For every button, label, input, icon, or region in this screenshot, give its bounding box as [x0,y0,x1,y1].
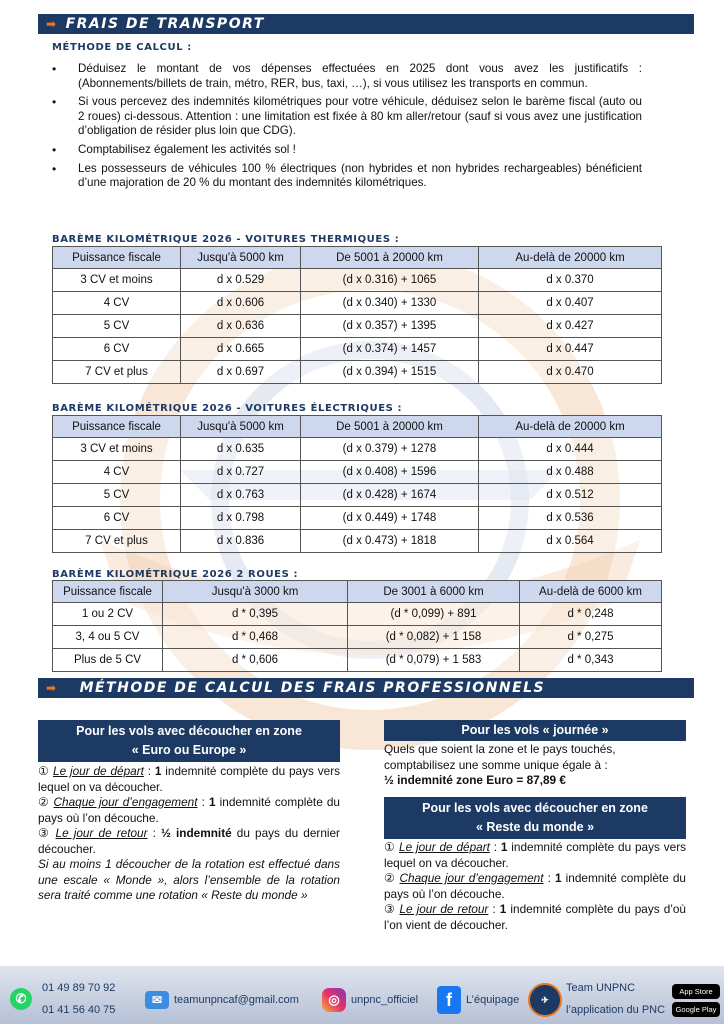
euro-box-body [38,764,340,904]
phone-number[interactable]: 01 41 56 40 75 [42,1004,116,1016]
engagement-text: indemnité complète du pays où l’on découche. [38,795,340,825]
cell: 4 CV [53,292,181,315]
engagement-label: Chaque jour d’engagement [53,795,198,809]
cell: d * 0,606 [163,649,348,672]
table-row [53,315,662,338]
instagram-icon[interactable]: ◎ [322,988,346,1012]
cell: d x 0.470 [479,361,662,384]
facebook-icon[interactable]: f [437,986,461,1014]
cell: (d x 0.379) + 1278 [301,438,479,461]
cell: d * 0,248 [520,603,662,626]
euro-heading-line1: Pour les vols avec découcher en zone [76,724,302,738]
cell: d x 0.564 [479,530,662,553]
circled-two-marker: ② [384,871,396,885]
return-label: Le jour de retour [399,902,489,916]
world-rotation-note: Si au moins 1 découcher de la rotation est effectué dans une escale « Monde », alors l’ensemble de la rotation sera traité comme une rotation « Reste du monde » [38,857,340,902]
professional-title: MÉTHODE DE CALCUL DES FRAIS PROFESSIONNELS [79,680,546,696]
facebook-link[interactable]: L’équipage [466,994,520,1006]
cell: d x 0.635 [181,438,301,461]
cell: d x 0.512 [479,484,662,507]
world-heading-line1: Pour les vols avec découcher en zone [422,801,648,815]
return-value: ½ indemnité [161,826,232,840]
cell: 4 CV [53,461,181,484]
table-row [53,338,662,361]
transport-bullets [52,62,642,195]
transport-banner [38,14,694,34]
return-label: Le jour de retour [55,826,148,840]
cell: d x 0.407 [479,292,662,315]
method-heading: MÉTHODE DE CALCUL : [52,42,192,53]
cell: d x 0.636 [181,315,301,338]
col-header: Jusqu'à 3000 km [163,581,348,603]
table-title-two-wheels: BARÈME KILOMÉTRIQUE 2026 2 ROUES : [52,569,299,580]
table-row [53,292,662,315]
world-box-body [384,840,686,933]
day-box-text: Quels que soient la zone et le pays touchés, comptabilisez une somme unique égale à : [384,742,616,772]
table-thermal [52,246,662,384]
circled-one-marker: ① [384,840,396,854]
cell: d x 0.763 [181,484,301,507]
app-name[interactable]: Team UNPNC [566,982,636,994]
table-row [53,438,662,461]
departure-text: indemnité complète du pays vers lequel on va découcher. [38,764,341,794]
cell: (d * 0,079) + 1 583 [348,649,520,672]
whatsapp-icon[interactable]: ✆ [10,988,32,1010]
cell: (d x 0.473) + 1818 [301,530,479,553]
cell: d x 0.606 [181,292,301,315]
return-text: du pays du dernier découcher. [38,826,340,856]
cell: 6 CV [53,507,181,530]
cell: d x 0.536 [479,507,662,530]
world-box-heading [384,797,686,839]
departure-label: Le jour de départ [399,840,490,854]
cell: d x 0.488 [479,461,662,484]
return-sep: : [488,902,500,916]
bullet-item: • Les possesseurs de véhicules 100 % électriques (non hybrides et non hybrides rechargeables) bénéficient d’une majoration de 20 % du montant des indemnités kilométriques. [52,162,642,191]
circled-one-marker: ① [38,764,50,778]
cell: 3 CV et moins [53,269,181,292]
cell: d x 0.727 [181,461,301,484]
instagram-handle[interactable]: unpnc_officiel [351,994,419,1006]
cell: d x 0.529 [181,269,301,292]
table-title-thermal: BARÈME KILOMÉTRIQUE 2026 - VOITURES THERMIQUES : [52,234,400,245]
col-header: De 5001 à 20000 km [301,416,479,438]
email-link[interactable]: teamunpncaf@gmail.com [174,994,299,1006]
table-row [53,461,662,484]
departure-label: Le jour de départ [53,764,144,778]
cell: d * 0,343 [520,649,662,672]
arrow-right-icon: ➡ [46,17,58,31]
col-header: De 3001 à 6000 km [348,581,520,603]
col-header: De 5001 à 20000 km [301,247,479,269]
app-tagline: l’application du PNC [566,1004,666,1016]
departure-sep: : [143,764,155,778]
return-value: 1 [499,902,507,916]
cell: d x 0.427 [479,315,662,338]
table-row [53,507,662,530]
circled-two-marker: ② [38,795,50,809]
circled-three-marker: ③ [38,826,51,840]
departure-sep: : [489,840,501,854]
cell: 7 CV et plus [53,361,181,384]
app-store-badge[interactable]: App Store [672,984,720,999]
day-box-amount: ½ indemnité zone Euro = 87,89 € [384,773,566,787]
cell: 3, 4 ou 5 CV [53,626,163,649]
table-row [53,484,662,507]
cell: (d x 0.316) + 1065 [301,269,479,292]
table-row [53,269,662,292]
cell: Plus de 5 CV [53,649,163,672]
col-header: Puissance fiscale [53,581,163,603]
col-header: Puissance fiscale [53,416,181,438]
bullet-item: • Comptabilisez également les activités sol ! [52,143,642,158]
cell: (d x 0.428) + 1674 [301,484,479,507]
google-play-badge[interactable]: Google Play [672,1002,720,1017]
cell: d x 0.836 [181,530,301,553]
circled-three-marker: ③ [384,902,396,916]
cell: (d x 0.449) + 1748 [301,507,479,530]
cell: d x 0.665 [181,338,301,361]
cell: d * 0,275 [520,626,662,649]
table-electric [52,415,662,553]
table-two-wheels [52,580,662,672]
col-header: Puissance fiscale [53,247,181,269]
engagement-sep: : [543,871,555,885]
cell: (d * 0,099) + 891 [348,603,520,626]
return-text: indemnité complète du pays d’où l’on vient de découcher. [384,902,686,932]
col-header: Jusqu'à 5000 km [181,416,301,438]
arrow-right-icon: ➡ [46,681,58,695]
cell: d x 0.370 [479,269,662,292]
departure-value: 1 [500,840,508,854]
cell: d * 0,468 [163,626,348,649]
unpnc-app-logo[interactable]: ✈ [528,983,562,1017]
cell: 5 CV [53,315,181,338]
cell: d x 0.444 [479,438,662,461]
engagement-text: indemnité complète du pays où l’on découche. [384,871,686,901]
cell: d x 0.697 [181,361,301,384]
cell: 6 CV [53,338,181,361]
cell: 5 CV [53,484,181,507]
day-box-body [384,742,686,789]
return-sep: : [147,826,162,840]
cell: d x 0.447 [479,338,662,361]
email-icon[interactable]: ✉ [145,991,169,1009]
cell: 1 ou 2 CV [53,603,163,626]
col-header: Au-delà de 20000 km [479,416,662,438]
cell: (d x 0.374) + 1457 [301,338,479,361]
cell: d x 0.798 [181,507,301,530]
departure-text: indemnité complète du pays vers lequel on va découcher. [384,840,687,870]
cell: (d x 0.394) + 1515 [301,361,479,384]
cell: (d x 0.340) + 1330 [301,292,479,315]
table-row [53,603,662,626]
cell: (d x 0.408) + 1596 [301,461,479,484]
professional-banner [38,678,694,698]
phone-number[interactable]: 01 49 89 70 92 [42,982,116,994]
bullet-item: • Si vous percevez des indemnités kilométriques pour votre véhicule, déduisez selon le barème fiscal (auto ou 2 roues) ci-dessous. Attention : une limitation est fixée à 80 km aller/retour (sauf si vous avez une justification d’obligation de résider plus loin que CDG). [52,95,642,139]
table-row [53,626,662,649]
col-header: Au-delà de 20000 km [479,247,662,269]
bullet-item: • Déduisez le montant de vos dépenses effectuées en 2025 dont vous avez les justificatifs : (Abonnements/billets de train, métro, RER, bus, taxi, …), si vous utilisez les transports en commun. [52,62,642,91]
transport-title: FRAIS DE TRANSPORT [65,16,265,32]
cell: 3 CV et moins [53,438,181,461]
table-title-electric: BARÈME KILOMÉTRIQUE 2026 - VOITURES ÉLECTRIQUES : [52,403,403,414]
cell: (d x 0.357) + 1395 [301,315,479,338]
engagement-value: 1 [208,795,216,809]
engagement-sep: : [197,795,209,809]
engagement-label: Chaque jour d’engagement [399,871,544,885]
euro-heading-line2: « Euro ou Europe » [131,743,247,757]
engagement-value: 1 [554,871,562,885]
departure-value: 1 [154,764,162,778]
cell: 7 CV et plus [53,530,181,553]
day-box-heading: Pour les vols « journée » [384,720,686,741]
table-row [53,361,662,384]
table-row [53,649,662,672]
footer-bar [0,966,724,1024]
world-heading-line2: « Reste du monde » [475,820,595,834]
col-header: Jusqu'à 5000 km [181,247,301,269]
table-row [53,530,662,553]
euro-box-heading [38,720,340,762]
cell: (d * 0,082) + 1 158 [348,626,520,649]
col-header: Au-delà de 6000 km [520,581,662,603]
cell: d * 0,395 [163,603,348,626]
